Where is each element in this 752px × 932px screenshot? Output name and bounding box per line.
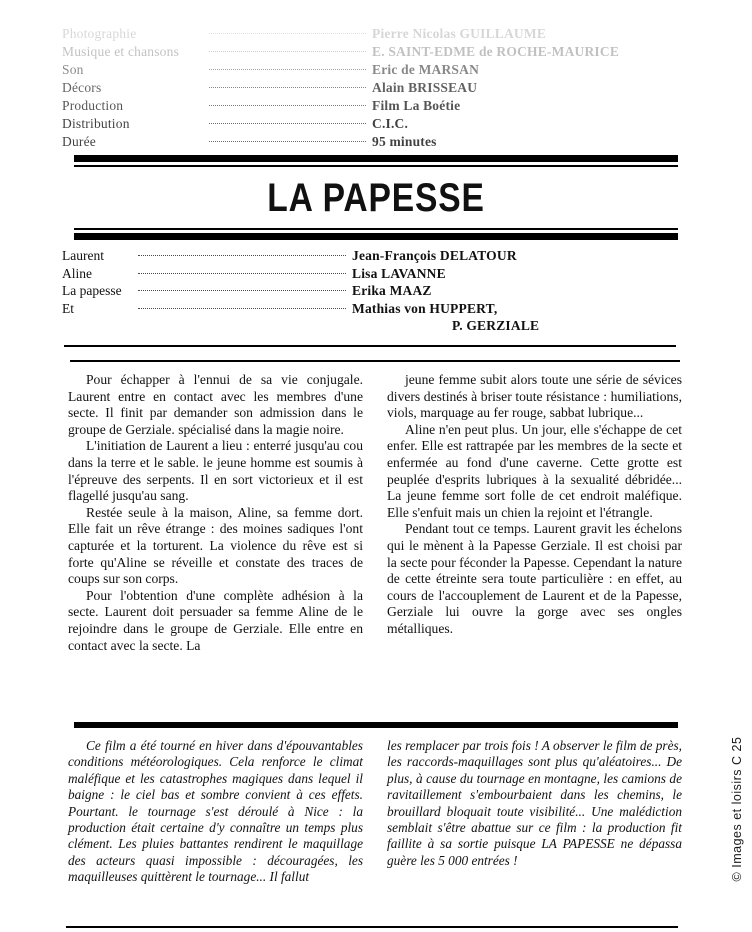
cast-list — [62, 248, 682, 336]
credit-value: Pierre Nicolas GUILLAUME — [372, 26, 547, 41]
credit-value: Eric de MARSAN — [372, 62, 480, 77]
cast-row — [62, 248, 682, 266]
credit-row — [62, 98, 682, 116]
credit-value: C.I.C. — [372, 116, 409, 131]
synopsis-section — [68, 372, 682, 654]
leader-dots — [209, 33, 366, 34]
synopsis-paragraph: Aline n'en peut plus. Un jour, elle s'échappe de cet enfer. Elle est rattrapée par les membres de la secte et enfermée au fond d'une caverne. Cette grotte est peuplée d'esprits lubriques à la sexualité débridée... La jeune femme sort folle de cet endroit maléfique. Elle s'enfuit mais un chien la rejoint et l'étrangle. — [387, 421, 682, 520]
synopsis-column-left — [68, 372, 363, 654]
credit-label: Photographie — [62, 26, 137, 41]
leader-dots — [138, 290, 346, 291]
cast-role: Laurent — [62, 248, 104, 263]
divider-below-cast — [64, 345, 676, 347]
leader-dots — [138, 308, 346, 309]
leader-dots — [138, 273, 346, 274]
cast-row-continuation — [62, 318, 682, 336]
divider-above-synopsis — [70, 360, 680, 362]
cast-row — [62, 301, 682, 319]
leader-dots — [209, 69, 366, 70]
cast-actor: Erika MAAZ — [352, 283, 432, 298]
rule-thick-top — [74, 155, 678, 162]
production-note-paragraph: Ce film a été tourné en hiver dans d'épouvantables conditions météorologiques. Cela renforce le climat maléfique et les catastrophes magiques dans lequel il baigne : le ciel bas et sombre convient à ces effets. Pourtant. le tournage s'est déroulé à Nice : la production était certaine d'y connaître un temps plus clément. Les pluies battantes rendirent le maquillage des acteurs quasi impossible : découragées, les maquilleuses quittèrent le tournage... Il fallut — [68, 738, 363, 885]
credit-row — [62, 26, 682, 44]
credit-value: Film La Boétie — [372, 98, 461, 113]
cast-actor-continued: P. GERZIALE — [452, 318, 540, 333]
leader-dots — [209, 51, 366, 52]
rule-thick-bottom — [74, 233, 678, 240]
title-banner — [74, 155, 678, 240]
synopsis-paragraph: jeune femme subit alors toute une série de sévices divers destinés à briser toute résistance : humiliations, viols, marquage au fer rouge, sabbat lubrique... — [387, 372, 682, 421]
synopsis-column-right — [387, 372, 682, 654]
cast-role: Aline — [62, 265, 92, 281]
cast-role: La papesse — [62, 283, 122, 298]
leader-dots — [209, 123, 366, 124]
production-note-section — [68, 738, 682, 886]
credit-label: Durée — [62, 134, 96, 149]
cast-row — [62, 283, 682, 301]
production-note-paragraph: les remplacer par trois fois ! A observer le film de près, les raccords-maquillages sont plus qu'aléatoires... De plus, à cause du tournage en montagne, les camions de ravitaillement s'embourbaient dans les chemins, le brouillard bloquait toute visibilité... Une malédiction semblait s'être abattue sur ce film : la production fit faillite à sa sortie puisque LA PAPESSE ne dépassa guère les 5 000 entrées ! — [387, 738, 682, 868]
credit-row — [62, 44, 682, 62]
credit-row — [62, 134, 682, 152]
cast-row — [62, 266, 682, 284]
credit-row — [62, 62, 682, 80]
divider-page-bottom — [66, 926, 678, 928]
credit-row — [62, 80, 682, 98]
cast-role: Et — [62, 300, 74, 316]
synopsis-paragraph: Pendant tout ce temps. Laurent gravit les échelons qui le mènent à la Papesse Gerziale. Il est choisi par la secte pour féconder la Papesse. Cependant la nature de cette étreinte sera toute particulière : en effet, au cours de l'accouplement de Laurent et de la Papesse, Gerziale lui ouvre la gorge avec ses ongles métalliques. — [387, 521, 682, 636]
leader-dots — [209, 105, 366, 106]
production-note-column-left — [68, 738, 363, 886]
technical-credits-list — [62, 26, 682, 152]
divider-above-production-note — [74, 722, 678, 728]
synopsis-paragraph: Pour échapper à l'ennui de sa vie conjugale. Laurent entre en contact avec les membres d'une secte. Il finit par demander son admission dans le groupe de Gerziale. spécialisé dans la magie noire. — [68, 372, 363, 437]
page-title: LA PAPESSE — [267, 176, 485, 220]
credit-label: Son — [62, 62, 84, 77]
leader-dots — [209, 141, 366, 142]
leader-dots — [209, 87, 366, 88]
source-credit: © Images et loisirs C 25 — [730, 736, 744, 882]
synopsis-paragraph: Restée seule à la maison, Aline, sa femme dort. Elle fait un rêve étrange : des moines sadiques l'ont capturée et la torturent. La violence du rêve est si forte qu'Aline se réveille et constate des traces de coups sur son corps. — [68, 504, 363, 587]
credit-value: 95 minutes — [372, 134, 437, 149]
production-note-column-right — [387, 738, 682, 886]
cast-actor: Jean-François DELATOUR — [352, 248, 517, 263]
synopsis-paragraph: Pour l'obtention d'une complète adhésion à la secte. Laurent doit persuader sa femme Aline de le rejoindre dans le groupe de Gerziale. Elle entre en contact avec la secte. La — [68, 587, 363, 653]
cast-actor: Mathias von HUPPERT, — [352, 300, 498, 316]
cast-actor: Lisa LAVANNE — [352, 265, 446, 281]
credit-label: Musique et chansons — [62, 44, 180, 59]
credit-label: Distribution — [62, 116, 130, 131]
credit-row — [62, 116, 682, 134]
credit-label: Décors — [62, 80, 102, 95]
credit-value: E. SAINT-EDME de ROCHE-MAURICE — [372, 44, 620, 59]
credit-label: Production — [62, 98, 124, 113]
synopsis-paragraph: L'initiation de Laurent a lieu : enterré jusqu'au cou dans la terre et le sable. le jeune homme est soumis à l'épreuve des serpents. Il en sort victorieux et il est flagellé jusqu'au sang. — [68, 438, 363, 504]
credit-value: Alain BRISSEAU — [372, 80, 478, 95]
vertical-credit-wrapper — [728, 714, 746, 904]
leader-dots — [138, 255, 346, 256]
